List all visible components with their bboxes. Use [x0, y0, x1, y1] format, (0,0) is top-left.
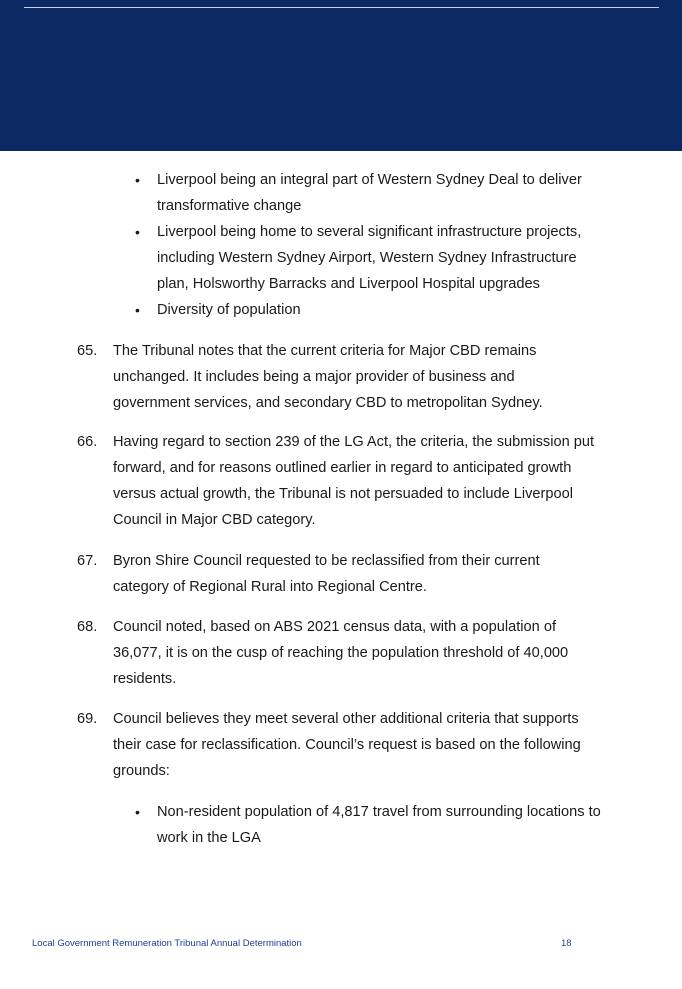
bullet-dot-icon: • [135, 224, 140, 240]
paragraph-text: The Tribunal notes that the current criteria for Major CBD remains unchanged. It includes being a major provider of business and government services, and secondary CBD to metropolitan Sydney. [113, 343, 543, 411]
bullet-text: Non-resident population of 4,817 travel from surrounding locations to work in the LGA [157, 804, 601, 846]
bullet-dot-icon: • [135, 172, 140, 188]
bullet-item [135, 297, 607, 323]
paragraph-number: 67. [77, 553, 98, 569]
bullet-text: Diversity of population [157, 302, 301, 318]
bullet-item [135, 219, 607, 297]
footer-title: Local Government Remuneration Tribunal Annual Determination [32, 938, 302, 949]
header-rule [24, 7, 659, 8]
bullet-item [135, 799, 605, 851]
bullet-text: Liverpool being home to several significant infrastructure projects, including Western Sydney Airport, Western Sydney Infrastructure plan, Holsworthy Barracks and Liverpool Hospital upgrades [157, 224, 582, 292]
paragraph-number: 65. [77, 343, 98, 359]
paragraph-text: Byron Shire Council requested to be reclassified from their current category of Regional Rural into Regional Centre. [113, 553, 540, 595]
bullet-dot-icon: • [135, 804, 140, 820]
bullet-dot-icon: • [135, 302, 140, 318]
bullet-item [135, 167, 607, 219]
paragraph-text: Having regard to section 239 of the LG Act, the criteria, the submission put forward, and for reasons outlined earlier in regard to anticipated growth versus actual growth, the Tribunal is not persuaded to include Liverpool Council in Major CBD category. [113, 434, 595, 528]
paragraph-number: 69. [77, 711, 98, 727]
paragraph-number: 66. [77, 434, 98, 450]
bullet-text: Liverpool being an integral part of Western Sydney Deal to deliver transformative change [157, 172, 582, 214]
footer-page-number: 18 [561, 938, 572, 949]
header-band [0, 0, 682, 151]
paragraph-number: 68. [77, 619, 98, 635]
paragraph-text: Council believes they meet several other additional criteria that supports their case for reclassification. Council’s request is based on the following grounds: [113, 711, 581, 779]
paragraph-text: Council noted, based on ABS 2021 census data, with a population of 36,077, it is on the cusp of reaching the population threshold of 40,000 residents. [113, 619, 569, 687]
